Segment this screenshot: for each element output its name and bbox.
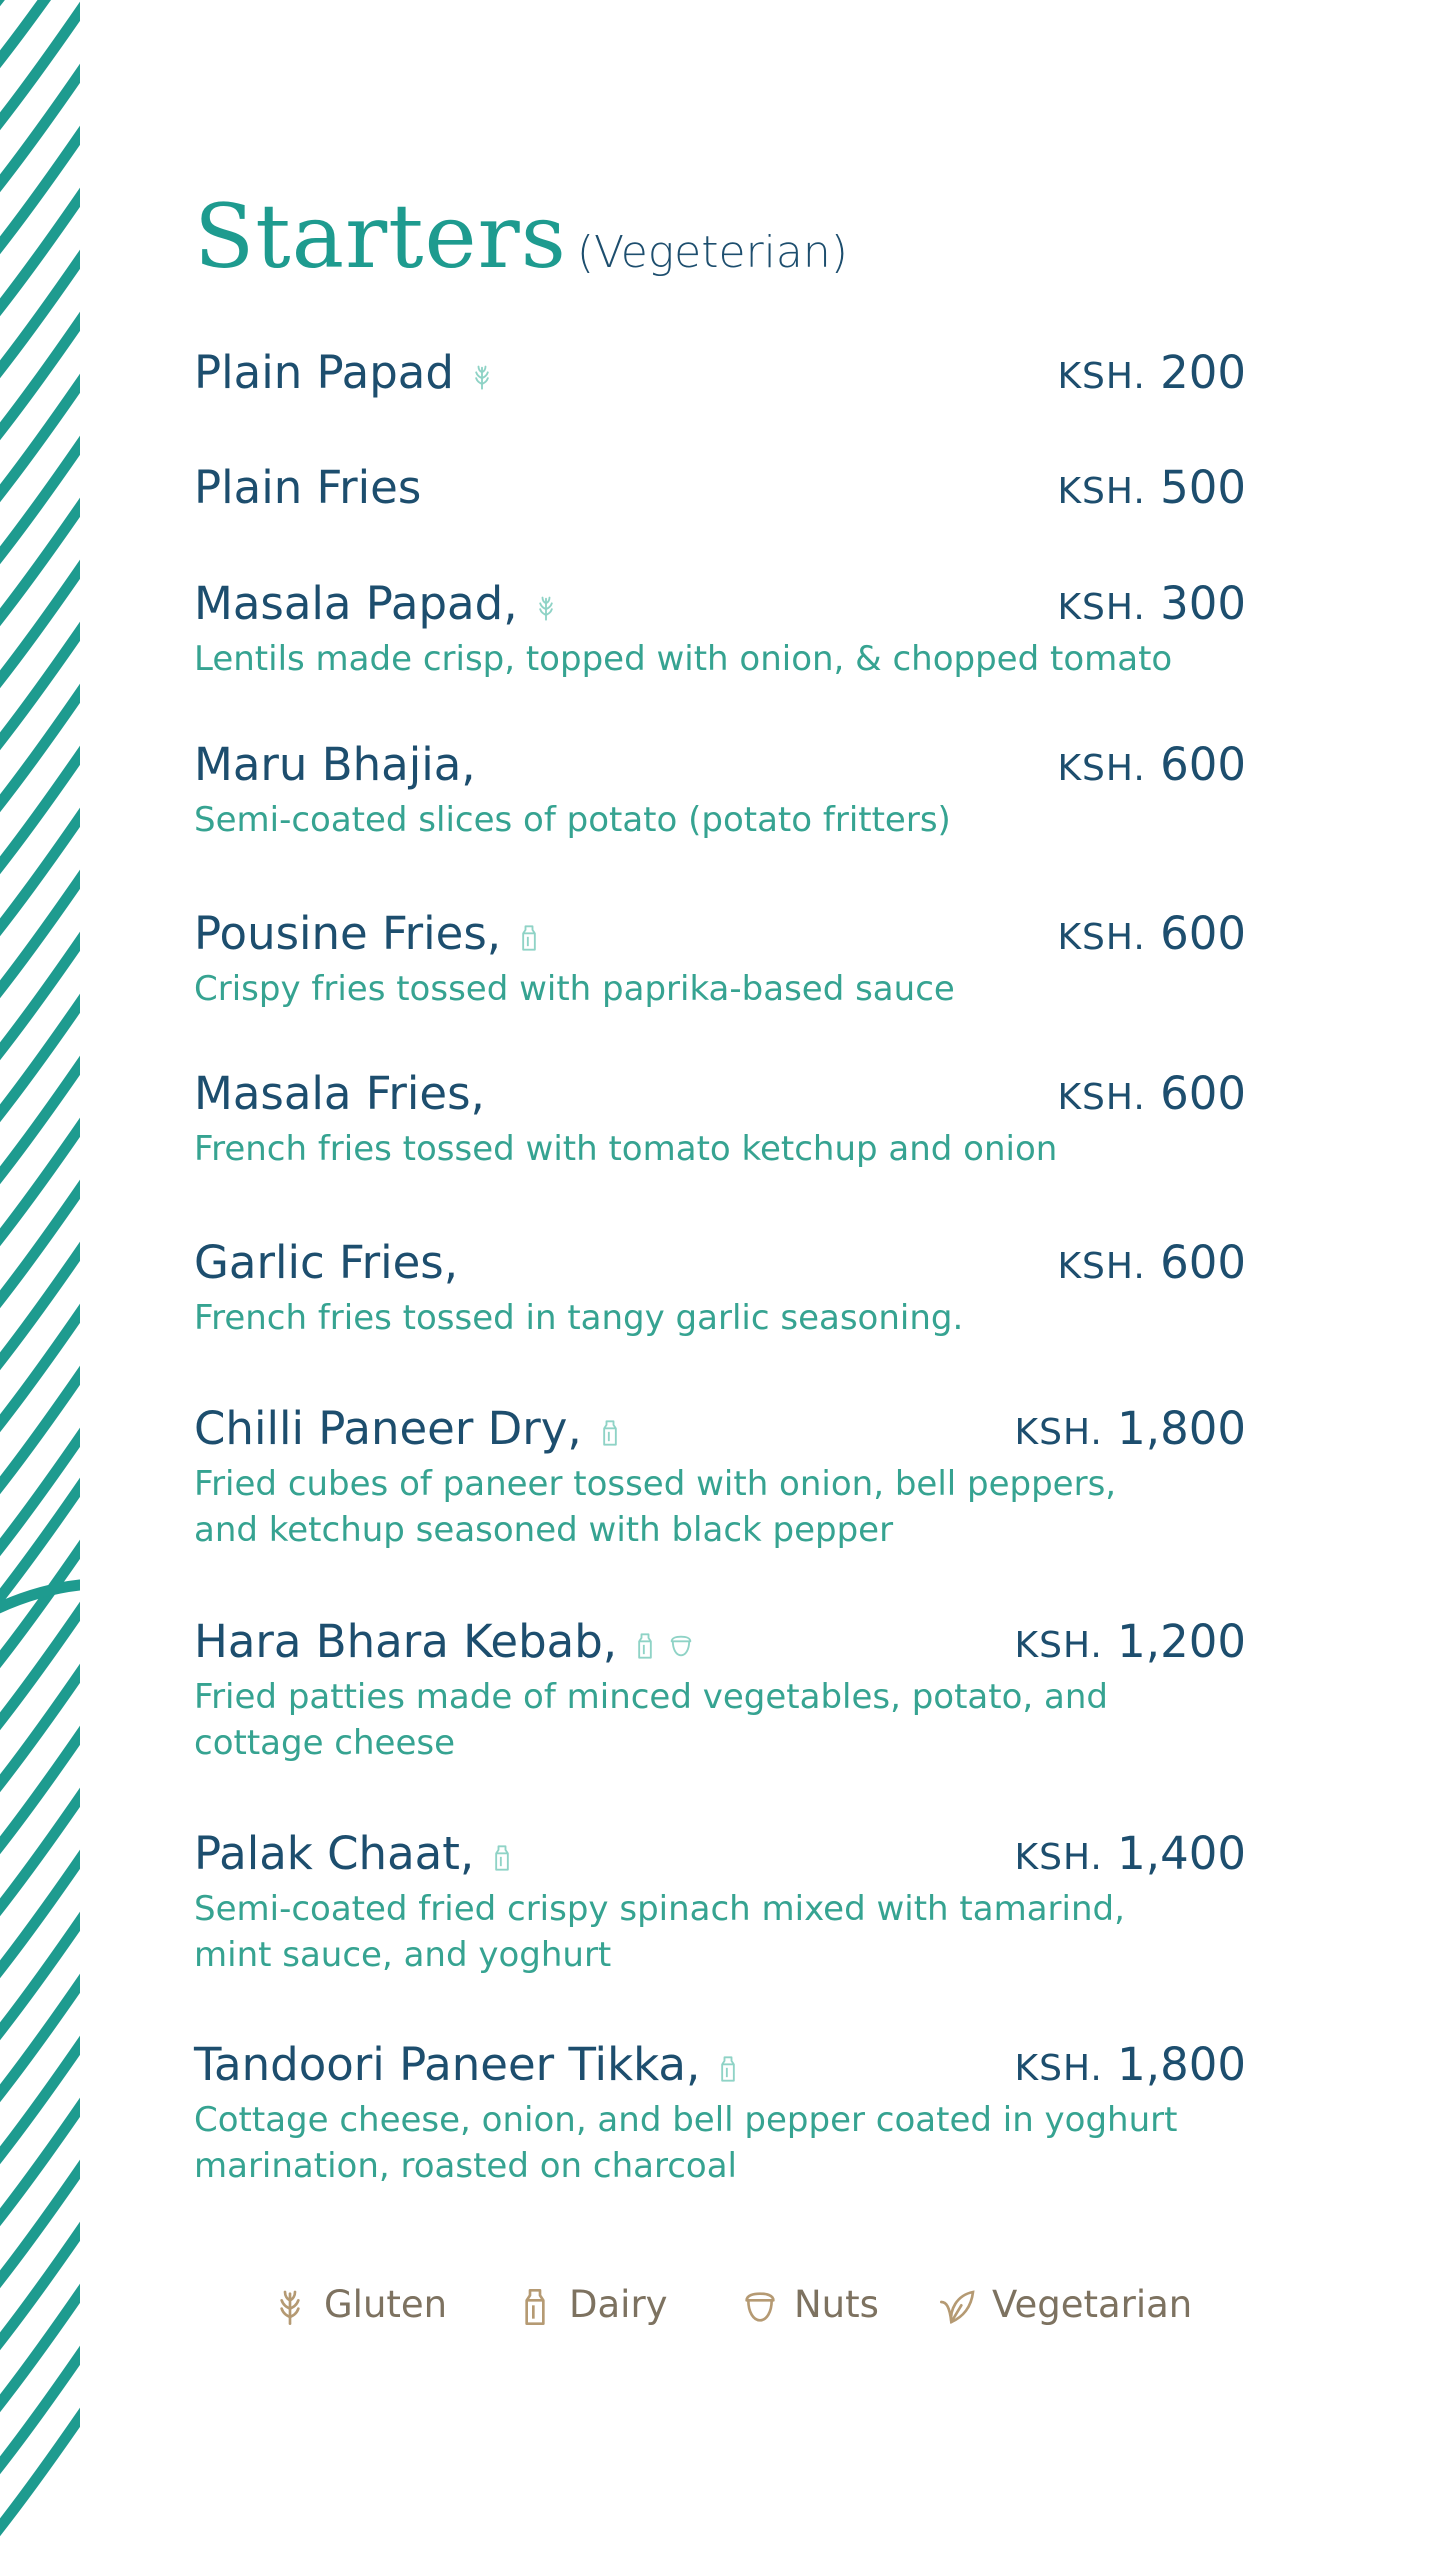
menu-item-name	[194, 735, 476, 795]
price-value: 600	[1145, 1236, 1246, 1289]
dairy-icon	[631, 1615, 659, 1675]
description-line: Fried patties made of minced vegetables, potato, and	[194, 1677, 1108, 1717]
currency-label: KSH.	[1014, 1837, 1103, 1878]
menu-item	[194, 1824, 1246, 1978]
menu-item-name	[194, 343, 496, 406]
menu-item-header	[194, 1064, 1246, 1124]
currency-label: KSH.	[1057, 1077, 1146, 1118]
legend-label: Dairy	[569, 2283, 668, 2326]
menu-item	[194, 2035, 1246, 2189]
menu-item-description	[194, 2097, 1204, 2189]
menu-item	[194, 735, 1246, 843]
price-value: 1,400	[1102, 1827, 1246, 1880]
vegetarian-icon	[938, 2283, 992, 2326]
currency-label: KSH.	[1057, 471, 1146, 512]
legend-label: Gluten	[324, 2283, 448, 2326]
menu-item-name	[194, 574, 560, 637]
dairy-icon	[515, 907, 543, 967]
description-line: mint sauce, and yoghurt	[194, 1935, 612, 1975]
stripe-line	[0, 748, 80, 878]
stripe-line	[0, 872, 80, 1002]
menu-item-price	[1057, 904, 1246, 968]
menu-item-price	[1015, 2035, 1246, 2099]
legend-item-vegetarian	[938, 2275, 1192, 2335]
stripe-line	[0, 252, 80, 382]
price-value: 600	[1145, 907, 1246, 960]
menu-item	[194, 1399, 1246, 1553]
stripe-line	[0, 996, 80, 1126]
menu-item-price	[1015, 1824, 1246, 1888]
stripe-line	[0, 4, 80, 134]
legend-item-gluten	[270, 2275, 447, 2335]
description-line: Semi-coated fried crispy spinach mixed with tamarind,	[194, 1889, 1125, 1929]
menu-item-name	[194, 2035, 742, 2098]
menu-item	[194, 904, 1246, 1012]
description-line: cottage cheese	[194, 1723, 456, 1763]
currency-label: KSH.	[1057, 1246, 1146, 1287]
legend-label: Vegetarian	[992, 2283, 1193, 2326]
menu-item-header	[194, 2035, 1246, 2095]
stripe-line	[0, 934, 80, 1064]
stripe-line	[0, 1976, 80, 2106]
menu-item-price	[1057, 735, 1246, 799]
stripe-line	[0, 624, 80, 754]
menu-item	[194, 1612, 1246, 1766]
stripe-line	[0, 128, 80, 258]
menu-item-name	[194, 1612, 695, 1675]
menu-item-description	[194, 1295, 1204, 1341]
menu-item-name-text: Plain Papad	[194, 346, 454, 399]
menu-item-header	[194, 1233, 1246, 1293]
legend-label: Nuts	[794, 2283, 879, 2326]
stripe-line	[0, 1120, 80, 1250]
menu-item-price	[1057, 1233, 1246, 1297]
menu-item-description	[194, 1461, 1204, 1553]
description-line: Semi-coated slices of potato (potato fritters)	[194, 800, 951, 840]
stripe-line	[0, 1790, 80, 1920]
stripe-line	[0, 1914, 80, 2044]
price-value: 1,200	[1102, 1615, 1246, 1668]
stripe-line	[0, 66, 80, 196]
menu-item-name-text: Chilli Paneer Dry,	[194, 1402, 582, 1455]
stripe-line	[0, 1058, 80, 1188]
price-value: 500	[1145, 461, 1246, 514]
stripe-line	[0, 810, 80, 940]
stripe-line	[0, 686, 80, 816]
currency-label: KSH.	[1057, 917, 1146, 958]
description-line: French fries tossed with tomato ketchup and onion	[194, 1129, 1058, 1169]
nuts-icon	[667, 1615, 695, 1675]
menu-item-header	[194, 1612, 1246, 1672]
stripe-line	[0, 1852, 80, 1982]
menu-item-description	[194, 1674, 1204, 1766]
section-header	[194, 185, 848, 288]
stripe-line	[0, 1182, 80, 1312]
price-value: 600	[1145, 738, 1246, 791]
stripe-line	[0, 2100, 80, 2230]
stripe-line	[0, 376, 80, 506]
page-subtitle: (Vegeterian)	[576, 227, 848, 278]
currency-label: KSH.	[1057, 748, 1146, 789]
menu-item-name-text: Garlic Fries,	[194, 1236, 459, 1289]
stripe-line	[0, 2286, 80, 2416]
stripe-line	[0, 1244, 80, 1374]
stripe-line	[0, 1368, 80, 1498]
menu-item-name	[194, 1399, 624, 1462]
stripe-line	[0, 1306, 80, 1436]
page-title: Starters	[194, 185, 567, 288]
gluten-icon	[468, 346, 496, 406]
menu-item-price	[1057, 458, 1246, 522]
description-line: marination, roasted on charcoal	[194, 2146, 737, 2186]
stripe-line	[0, 500, 80, 630]
menu-item-description	[194, 966, 1204, 1012]
stripe-line	[0, 314, 80, 444]
menu-item-name-text: Tandoori Paneer Tikka,	[194, 2038, 701, 2091]
stripe-line	[0, 2162, 80, 2292]
menu-item-price	[1015, 1399, 1246, 1463]
stripe-line	[0, 1728, 80, 1858]
stripe-line	[0, 190, 80, 320]
description-line: Lentils made crisp, topped with onion, & chopped tomato	[194, 639, 1173, 679]
price-value: 200	[1145, 346, 1246, 399]
menu-item-header	[194, 574, 1246, 634]
menu-item-description	[194, 1886, 1204, 1978]
description-line: Fried cubes of paneer tossed with onion, bell peppers,	[194, 1464, 1117, 1504]
menu-item	[194, 574, 1246, 682]
stripe-pattern	[0, 0, 80, 2560]
menu-item-name	[194, 1064, 485, 1124]
price-value: 300	[1145, 577, 1246, 630]
dairy-icon	[515, 2283, 569, 2326]
menu-item-header	[194, 1399, 1246, 1459]
menu-item-name	[194, 904, 543, 967]
menu-item-name	[194, 458, 421, 518]
menu-item-name	[194, 1824, 516, 1887]
dairy-icon	[714, 2038, 742, 2098]
menu-item-name-text: Plain Fries	[194, 461, 422, 514]
menu-item-price	[1015, 1612, 1246, 1676]
menu-item-description	[194, 797, 1204, 843]
description-line: and ketchup seasoned with black pepper	[194, 1510, 894, 1550]
menu-item	[194, 1064, 1246, 1172]
menu-item	[194, 343, 1246, 403]
menu-item-name-text: Pousine Fries,	[194, 907, 502, 960]
description-line: Crispy fries tossed with paprika-based sauce	[194, 969, 955, 1009]
nuts-icon	[740, 2283, 794, 2326]
stripe-line	[0, 2348, 80, 2478]
menu-item-price	[1057, 574, 1246, 638]
description-line: French fries tossed in tangy garlic seasoning.	[194, 1298, 964, 1338]
menu-item-header	[194, 343, 1246, 403]
stripe-line	[0, 1666, 80, 1796]
currency-label: KSH.	[1057, 356, 1146, 397]
decorative-stripes	[0, 0, 80, 2560]
menu-item-name-text: Maru Bhajia,	[194, 738, 476, 791]
menu-item-name-text: Hara Bhara Kebab,	[194, 1615, 618, 1668]
menu-item-name	[194, 1233, 458, 1293]
menu-item-name-text: Masala Fries,	[194, 1067, 485, 1120]
menu-item-header	[194, 904, 1246, 964]
gluten-icon	[270, 2283, 324, 2326]
price-value: 1,800	[1102, 1402, 1246, 1455]
legend-item-dairy	[515, 2275, 668, 2335]
currency-label: KSH.	[1014, 1625, 1103, 1666]
stripe-line	[0, 438, 80, 568]
currency-label: KSH.	[1014, 2048, 1103, 2089]
price-value: 1,800	[1102, 2038, 1246, 2091]
dairy-icon	[596, 1402, 624, 1462]
menu-item-price	[1057, 1064, 1246, 1128]
stripe-line	[0, 2038, 80, 2168]
description-line: Cottage cheese, onion, and bell pepper coated in yoghurt	[194, 2100, 1178, 2140]
dairy-icon	[488, 1827, 516, 1887]
stripe-line	[0, 1604, 80, 1734]
menu-item-description	[194, 636, 1204, 682]
menu-item	[194, 1233, 1246, 1341]
menu-item-header	[194, 735, 1246, 795]
menu-item	[194, 458, 1246, 518]
price-value: 600	[1145, 1067, 1246, 1120]
stripe-line	[0, 2410, 80, 2540]
menu-item-name-text: Masala Papad,	[194, 577, 518, 630]
menu-item-header	[194, 1824, 1246, 1884]
currency-label: KSH.	[1057, 587, 1146, 628]
allergen-legend	[270, 2275, 1230, 2335]
currency-label: KSH.	[1014, 1412, 1103, 1453]
menu-item-price	[1057, 343, 1246, 407]
legend-item-nuts	[740, 2275, 879, 2335]
menu-item-header	[194, 458, 1246, 518]
gluten-icon	[532, 577, 560, 637]
menu-item-description	[194, 1126, 1204, 1172]
menu-item-name-text: Palak Chaat,	[194, 1827, 475, 1880]
stripe-line	[0, 562, 80, 692]
stripe-line	[0, 2224, 80, 2354]
